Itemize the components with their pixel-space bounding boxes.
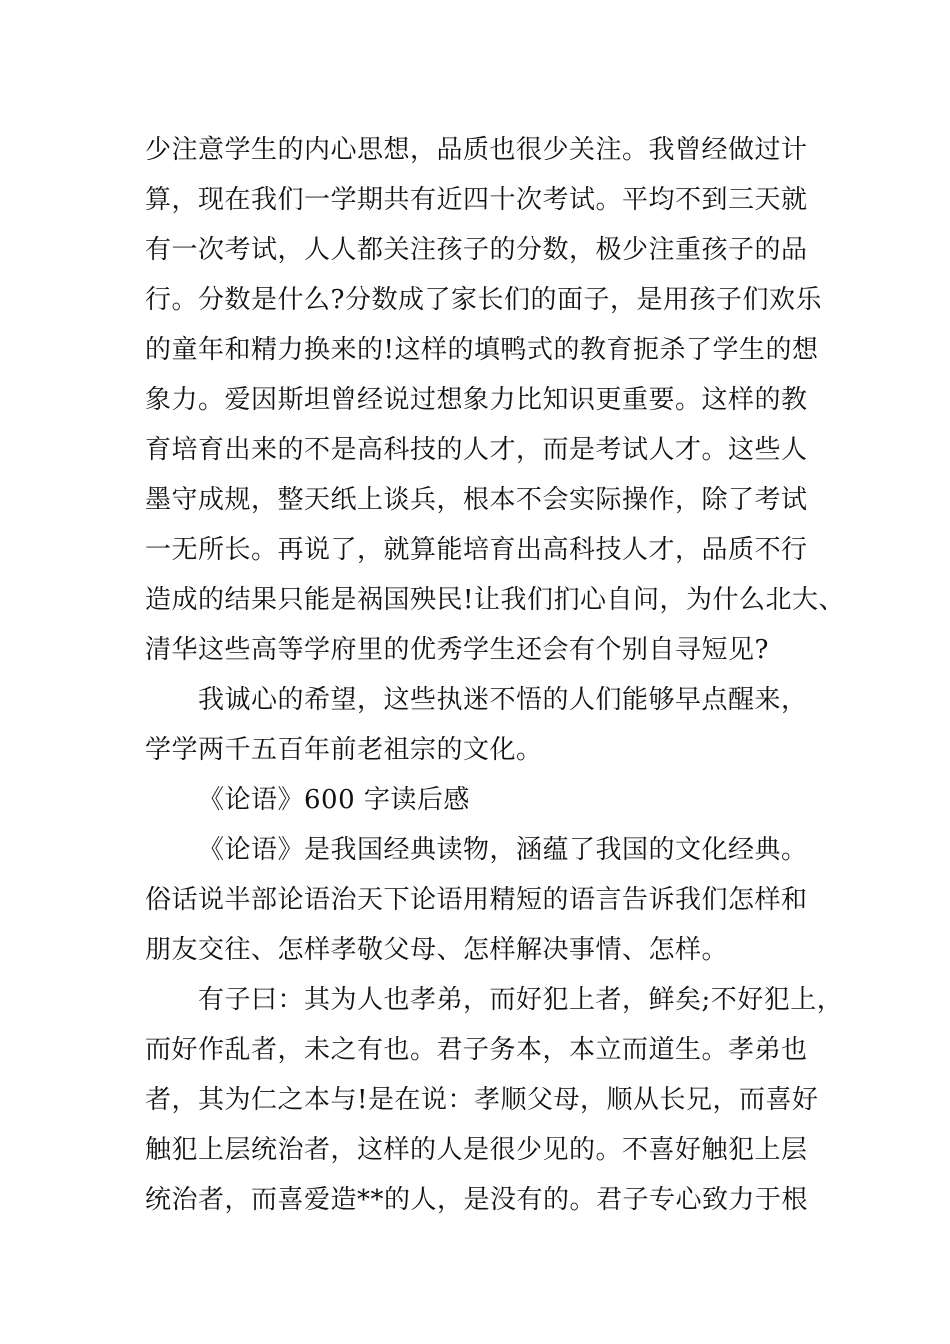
paragraph-start: 有子曰：其为人也孝弟，而好犯上者，鲜矣;不好犯上， (198, 985, 844, 1015)
text-line: 造成的结果只能是祸国殃民!让我们扪心自问，为什么北大、 (145, 585, 845, 615)
text-line: 而好作乱者，未之有也。君子务本，本立而道生。孝弟也 (145, 1035, 808, 1065)
text-line: 的童年和精力换来的!这样的填鸭式的教育扼杀了学生的想 (145, 335, 819, 365)
text-line: 学学两千五百年前老祖宗的文化。 (145, 735, 543, 765)
text-line: 少注意学生的内心思想，品质也很少关注。我曾经做过计 (145, 135, 808, 165)
text-line: 触犯上层统治者，这样的人是很少见的。不喜好触犯上层 (145, 1135, 808, 1165)
text-line: 者，其为仁之本与!是在说：孝顺父母，顺从长兄，而喜好 (145, 1085, 819, 1115)
text-line: 墨守成规，整天纸上谈兵，根本不会实际操作，除了考试 (145, 485, 808, 515)
paragraph-start: 我诚心的希望，这些执迷不悟的人们能够早点醒来， (198, 685, 808, 715)
text-line: 育培育出来的不是高科技的人才，而是考试人才。这些人 (145, 435, 808, 465)
text-line: 行。分数是什么?分数成了家长们的面子，是用孩子们欢乐 (145, 285, 822, 315)
text-line: 统治者，而喜爱造**的人，是没有的。君子专心致力于根 (145, 1185, 809, 1215)
text-line: 清华这些高等学府里的优秀学生还会有个别自寻短见? (145, 635, 769, 665)
paragraph-start: 《论语》是我国经典读物，涵蕴了我国的文化经典。 (198, 835, 808, 865)
text-line: 朋友交往、怎样孝敬父母、怎样解决事情、怎样。 (145, 935, 729, 965)
text-line: 有一次考试，人人都关注孩子的分数，极少注重孩子的品 (145, 235, 808, 265)
text-line: 一无所长。再说了，就算能培育出高科技人才，品质不行 (145, 535, 808, 565)
text-line: 象力。爱因斯坦曾经说过想象力比知识更重要。这样的教 (145, 385, 808, 415)
text-line: 俗话说半部论语治天下论语用精短的语言告诉我们怎样和 (145, 885, 808, 915)
text-line: 算，现在我们一学期共有近四十次考试。平均不到三天就 (145, 185, 808, 215)
section-title: 《论语》600 字读后感 (198, 785, 470, 815)
